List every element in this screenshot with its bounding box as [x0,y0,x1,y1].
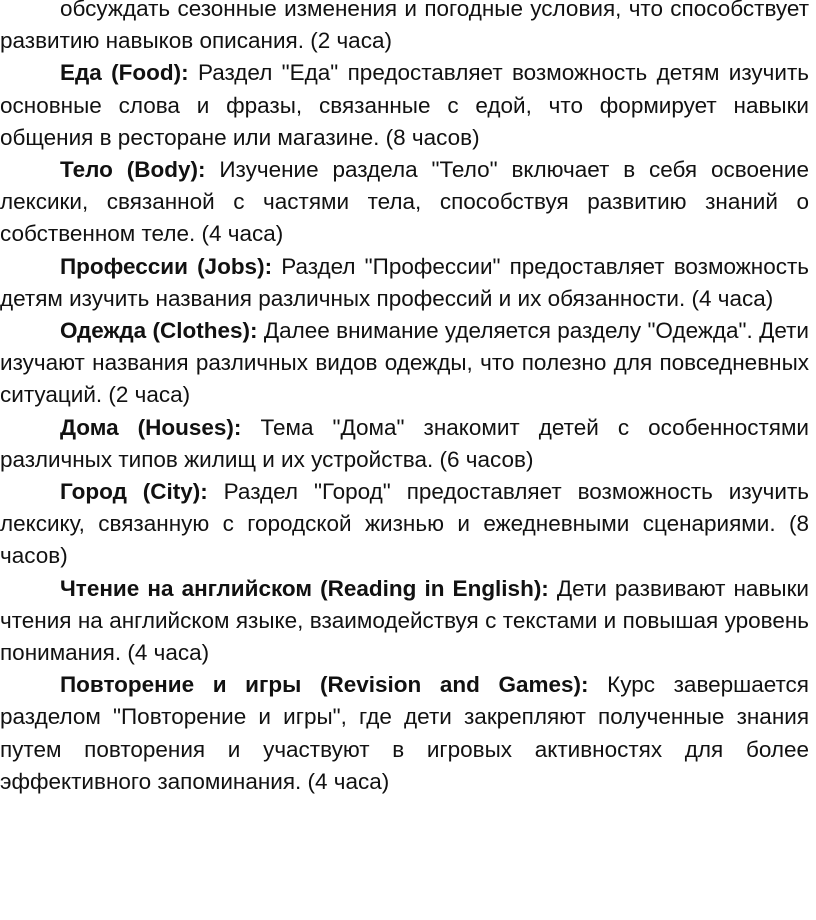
section-term: Одежда (Clothes): [60,318,258,344]
section-text: Тема "Дома" знакомит детей с особенностями различных типов жилищ и их устройства. (6 часов) [0,414,809,472]
section-text: Раздел "Еда" предоставляет возможность детям изучить основные слова и фразы, связанные с едой, что формирует навыки общения в ресторане или магазине. (8 часов) [0,60,809,150]
section-text: Далее внимание уделяется разделу "Одежда". Дети изучают названия различных видов одежды, что полезно для повседневных ситуаций. (2 часа) [0,318,809,408]
intro-paragraph [0,0,809,57]
intro-text: обсуждать сезонные изменения и погодные условия, что способствует развитию навыков описания. (2 часа) [0,0,809,54]
section-term: Повторение и игры (Revision and Games): [60,672,589,698]
section-term: Дома (Houses): [60,414,242,440]
section-houses [0,412,809,476]
section-city [0,476,809,573]
section-term: Профессии (Jobs): [60,253,273,279]
section-reading [0,573,809,670]
section-text: Изучение раздела "Тело" включает в себя освоение лексики, связанной с частями тела, способствуя развитию знаний о собственном теле. (4 часа) [0,157,809,247]
section-term: Тело (Body): [60,157,206,183]
section-body [0,154,809,251]
section-clothes [0,315,809,412]
section-term: Чтение на английском (Reading in English): [60,575,549,601]
section-text: Раздел "Профессии" предоставляет возможность детям изучить названия различных профессий и их обязанности. (4 часа) [0,253,809,311]
section-text: Курс завершается разделом "Повторение и игры", где дети закрепляют полученные знания путем повторения и участвуют в игровых активностях для более эффективного запоминания. (4 часа) [0,672,809,794]
section-food [0,57,809,154]
section-term: Город (City): [60,479,208,505]
section-revision [0,669,809,798]
section-term: Еда (Food): [60,60,189,86]
section-text: Раздел "Город" предоставляет возможность изучить лексику, связанную с городской жизнью и ежедневными сценариями. (8 часов) [0,479,809,569]
section-jobs [0,251,809,315]
section-text: Дети развивают навыки чтения на английском языке, взаимодействуя с текстами и повышая уровень понимания. (4 часа) [0,575,809,666]
